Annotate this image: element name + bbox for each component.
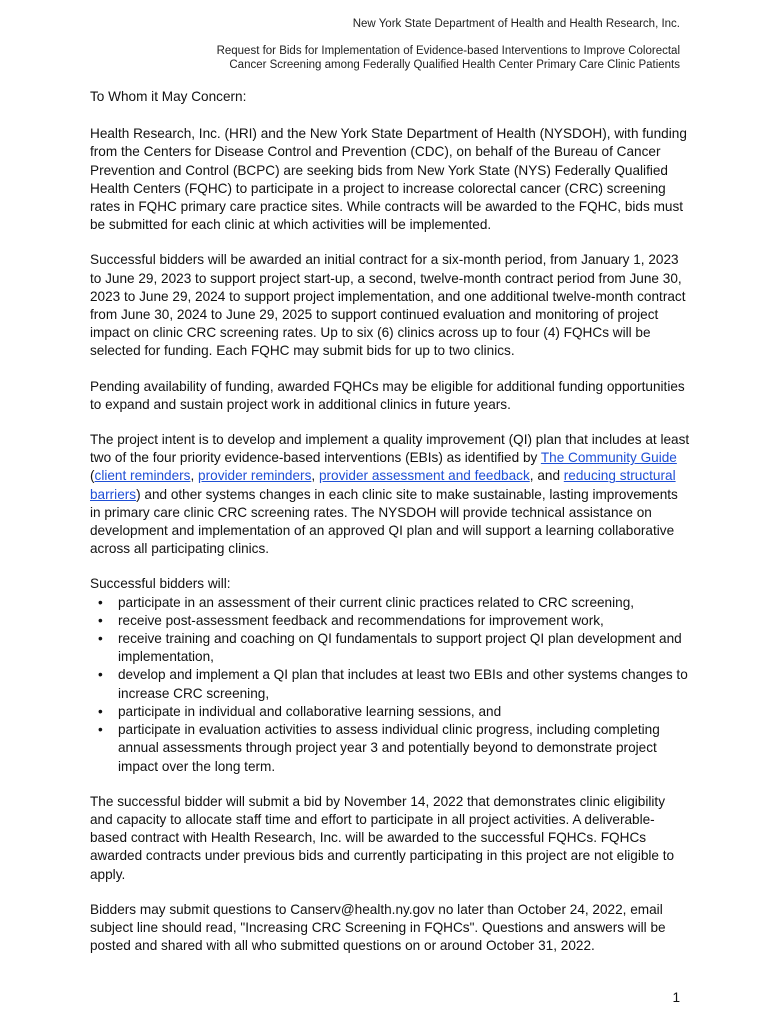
paragraph-submission: The successful bidder will submit a bid by November 14, 2022 that demonstrates clinic eligibility and capacity to allocate staff time and effort to participate in all project activities. A deliverable-based contract with Health Research, Inc. will be awarded to the successful FQHCs. FQHCs awarded contracts under previous bids and currently participating in this project are not eligible to apply. [90, 793, 675, 882]
list-item-text: receive training and coaching on QI fundamentals to support project QI plan development and implementation, [118, 631, 682, 665]
community-guide-link[interactable]: The Community Guide [540, 450, 677, 466]
list-item-text: participate in evaluation activities to assess individual clinic progress, including completing annual assessments through project year 3 and potentially beyond to demonstrate project impact over the long term. [118, 722, 660, 774]
header-rfb-line1: Request for Bids for Implementation of Evidence-based Interventions to Improve Colorectal [216, 45, 680, 57]
paragraph-questions: Bidders may submit questions to Canserv@health.ny.gov no later than October 24, 2022, email subject line should read, "Increasing CRC Screening in FQHCs". Questions and answers will be posted and shared with all who submitted questions on or around October 31, 2022. [90, 901, 666, 954]
list-item-text: develop and implement a QI plan that includes at least two EBIs and other systems changes to increase CRC screening, [118, 667, 688, 701]
salutation: To Whom it May Concern: [90, 89, 247, 104]
bullet-icon: • [98, 667, 103, 683]
reducing-structural-barriers-link[interactable]: reducing structural barriers [90, 468, 676, 502]
provider-reminders-link[interactable]: provider reminders [198, 468, 312, 484]
bullet-icon: • [98, 703, 103, 719]
list-item [90, 666, 690, 702]
list-item-text: receive post-assessment feedback and recommendations for improvement work, [118, 612, 604, 628]
list-item [90, 721, 690, 776]
bullet-icon: • [98, 631, 103, 647]
letter-body [90, 88, 690, 972]
intent-sep-1: , [190, 468, 199, 484]
client-reminders-link[interactable]: client reminders [94, 468, 191, 484]
bidder-requirements-list [90, 594, 690, 776]
paragraph-funding: Pending availability of funding, awarded FQHCs may be eligible for additional funding opportunities to expand and sustain project work in additional clinics in future years. [90, 378, 685, 412]
bullet-icon: • [98, 612, 103, 628]
intent-sep-2: , [311, 468, 319, 484]
header-organization: New York State Department of Health and Health Research, Inc. [352, 18, 680, 30]
bullet-icon: • [98, 722, 103, 738]
list-item [90, 630, 690, 666]
list-item [90, 703, 690, 721]
paragraph-project-intent [90, 431, 690, 558]
paragraph-intro: Health Research, Inc. (HRI) and the New York State Department of Health (NYSDOH), with funding from the Centers for Disease Control and Prevention (CDC), on behalf of the Bureau of Cancer Prevention and Control (BCPC) are seeking bids from New York State (NYS) Federally Qualified Health Centers (FQHC) to participate in a project to increase colorectal cancer (CRC) screening rates in FQHC primary care practice sites. While contracts will be awarded to the FQHC, bids must be submitted for each clinic at which activities will be implemented. [90, 126, 687, 233]
bullet-icon: • [98, 594, 103, 610]
provider-assessment-feedback-link[interactable]: provider assessment and feedback [318, 468, 530, 484]
list-intro: Successful bidders will: [90, 576, 231, 592]
intent-sep-3: , and [529, 468, 564, 484]
list-item-text: participate in individual and collaborative learning sessions, and [118, 703, 502, 719]
list-item-text: participate in an assessment of their current clinic practices related to CRC screening, [118, 594, 635, 610]
intent-text-1: The project intent is to develop and implement a quality improvement (QI) plan that includes at least two of the four priority evidence-based interventions (EBIs) as identified by [90, 432, 690, 466]
intent-text-2: ( [90, 468, 95, 484]
list-item [90, 594, 690, 612]
header-rfb-line2: Cancer Screening among Federally Qualified Health Center Primary Care Clinic Patients [229, 59, 680, 71]
intent-text-3: ) and other systems changes in each clinic site to make sustainable, lasting improvements in primary care clinic CRC screening rates. The NYSDOH will provide technical assistance on development and implementation of an approved QI plan and will support a learning collaborative across all participating clinics. [90, 486, 678, 557]
page-number: 1 [672, 990, 680, 1005]
paragraph-contract-periods: Successful bidders will be awarded an initial contract for a six-month period, from January 1, 2023 to June 29, 2023 to support project start-up, a second, twelve-month contract period from June 30, 2023 to June 29, 2024 to support project implementation, and one additional twelve-month contract from June 30, 2024 to June 29, 2025 to support continued evaluation and monitoring of project impact on clinic CRC screening rates. Up to six (6) clinics across up to four (4) FQHCs will be selected for funding. Each FQHC may submit bids for up to two clinics. [90, 252, 686, 359]
header-rfb-title [217, 44, 680, 72]
list-item [90, 612, 690, 630]
